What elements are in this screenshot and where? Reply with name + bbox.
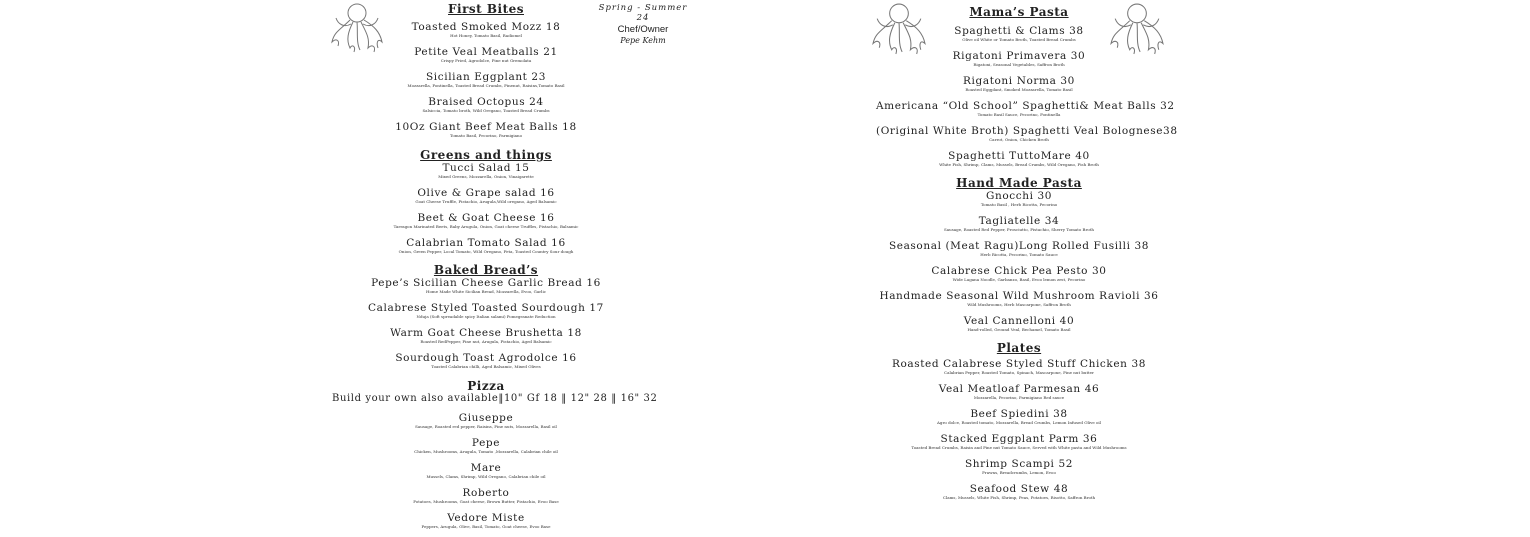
menu-item-description: Home Made White Sicilian Bread, Mozzarella, Evoo, Garlic xyxy=(426,289,546,294)
section-title: Greens and things xyxy=(420,148,552,162)
menu-item-name: Spaghetti TuttoMare 40 xyxy=(948,150,1090,162)
menu-item xyxy=(876,315,1162,332)
menu-item-description: Roasted RedPepper, Pine nut, Arugula, Pistachio, Aged Balsamic xyxy=(420,339,552,344)
menu-item-description: Nduja (Soft spreadable spicy Italian salami) Pomegranate Reduction xyxy=(416,314,556,319)
menu-item xyxy=(876,383,1162,400)
menu-item-description: Roasted Eggplant, Smoked Mozzarella, Tomato Basil xyxy=(965,87,1073,92)
menu-item-description: Prawns, Breadcrumbs, Lemon, Evoo xyxy=(982,470,1056,475)
menu-item xyxy=(876,150,1162,167)
menu-item-description: Tomato Basil , Herb Ricotta, Pecorino xyxy=(980,202,1058,207)
menu-item-description: Toasted Calabrian chilli, Aged Balsamic, Mixed Olives xyxy=(431,364,541,369)
menu-item xyxy=(332,21,640,38)
menu-item-name: Petite Veal Meatballs 21 xyxy=(414,46,558,58)
menu-item-name: Spaghetti & Clams 38 xyxy=(954,25,1084,37)
section-title: Hand Made Pasta xyxy=(956,176,1082,190)
section-title: Pizza xyxy=(467,379,505,393)
section-greens xyxy=(332,148,640,254)
menu-item-description: Mozzarella, Fontinella, Toasted Bread Crumbs, Pinenut, Raisins,Tomato Basil xyxy=(407,83,565,88)
menu-item xyxy=(876,25,1162,42)
menu-item-description: Toasted Bread Crumbs, Raisin and Pine nut Tomato Sauce, Served with White pasta and Wild Mushrooms xyxy=(911,445,1127,450)
menu-item xyxy=(332,121,640,138)
menu-item-description: Wild Mushrooms, Herb Mascarpone, Saffron Broth xyxy=(967,302,1071,307)
pizza-build-note: Build your own also available‖10" Gf 18 ‖ 12" 28 ‖ 16" 32 xyxy=(332,393,658,404)
menu-item-name: Handmade Seasonal Wild Mushroom Ravioli 36 xyxy=(879,290,1159,302)
menu-item xyxy=(332,352,640,369)
menu-item xyxy=(332,327,640,344)
season-label: Spring - Summer 24 xyxy=(598,3,688,23)
menu-item-description: Hot Honey, Tomato Basil, Radiomel xyxy=(450,33,522,38)
menu-item-description: Crispy Fried, Agrodolce, Pine nut Gremolata xyxy=(440,58,532,63)
menu-item xyxy=(332,237,640,254)
menu-item-description: Sausage, Roasted Red Pepper, Prosciutto, Pistachio, Sherry Tomato Broth xyxy=(944,227,1094,232)
menu-item xyxy=(876,290,1162,307)
menu-item-name: Roasted Calabrese Styled Stuff Chicken 38 xyxy=(891,358,1147,370)
menu-item-name: Seasonal (Meat Ragu)Long Rolled Fusilli 38 xyxy=(888,240,1150,252)
menu-item xyxy=(332,462,640,479)
section-title: Plates xyxy=(996,341,1042,355)
menu-item-name: Calabrese Styled Toasted Sourdough 17 xyxy=(368,302,604,314)
menu-item-name: Gnocchi 30 xyxy=(985,190,1053,202)
menu-item xyxy=(332,71,640,88)
menu-item-name: Olive & Grape salad 16 xyxy=(417,187,555,199)
menu-item-description: Goat Cheese Truffle, Pistachio, Arugula,Wild oregano, Aged Balsamic xyxy=(415,199,557,204)
menu-item-name: Veal Meatloaf Parmesan 46 xyxy=(938,383,1100,395)
menu-item xyxy=(876,125,1178,142)
menu-item-description: Tomato Basil Sauce, Pecorino, Fontinella xyxy=(977,112,1061,117)
menu-item-name: Seafood Stew 48 xyxy=(969,483,1069,495)
menu-item xyxy=(876,75,1162,92)
menu-item-description: Agro dolce, Roasted tomato, Mozzarella, Bread Crumbs, Lemon Infused Olive oil xyxy=(937,420,1101,425)
menu-item-name: Sourdough Toast Agrodolce 16 xyxy=(395,352,577,364)
menu-item-name: Toasted Smoked Mozz 18 xyxy=(411,21,561,33)
menu-item-description: Mussels, Clams, Shrimp, Wild Oregano, Calabrian chile oil xyxy=(426,474,546,479)
section-hand-made-pasta xyxy=(876,176,1162,332)
menu-item-description: Rigatoni, Seasonal Vegetables, Saffron Broth xyxy=(973,62,1065,67)
menu-item xyxy=(332,212,640,229)
menu-item-description: Sausage, Roasted red pepper, Raisins, Pine nuts, Mozzarella, Basil oil xyxy=(415,424,557,429)
menu-item-description: White Fish, Shrimp, Clams, Mussels, Bread Crumbs, Wild Oregano, Fish Broth xyxy=(939,162,1099,167)
menu-item-name: Stacked Eggplant Parm 36 xyxy=(940,433,1098,445)
menu-item xyxy=(332,512,640,529)
section-plates xyxy=(876,341,1162,500)
menu-item xyxy=(876,215,1162,232)
section-baked-breads xyxy=(332,263,640,369)
menu-item-description: Clams, Mussels, White Fish, Shrimp, Peas, Potatoes, Risotto, Saffron Broth xyxy=(942,495,1096,500)
menu-item xyxy=(332,277,640,294)
chef-label: Chef/Owner xyxy=(617,24,669,35)
section-title: Mama’s Pasta xyxy=(969,5,1069,19)
menu-item-name: Americana “Old School” Spaghetti& Meat Balls 32 xyxy=(876,100,1175,112)
menu-item xyxy=(876,358,1162,375)
menu-item-name: Rigatoni Norma 30 xyxy=(963,75,1075,87)
menu-item xyxy=(876,265,1162,282)
menu-item-name: Pepe’s Sicilian Cheese Garlic Bread 16 xyxy=(371,277,601,289)
menu-item-name: Mare xyxy=(470,462,502,474)
menu-item-name: Pepe xyxy=(471,437,501,449)
menu-item-description: Mozzarella, Pecorino, Parmigiano Red sauce xyxy=(973,395,1065,400)
menu-item-name: Rigatoni Primavera 30 xyxy=(952,50,1086,62)
menu-item-name: Braised Octopus 24 xyxy=(428,96,544,108)
menu-item-description: Calabrian Pepper, Roasted Tomato, Spinach, Mascarpone, Pine nut butter xyxy=(944,370,1094,375)
menu-item-description: Peppers, Arugula, Olive, Basil, Tomato, Goat cheese, Evoo Base xyxy=(421,524,551,529)
menu-item-name: Veal Cannelloni 40 xyxy=(963,315,1075,327)
menu-item-description: Carrot, Onion, Chicken Broth xyxy=(989,137,1049,142)
section-title: First Bites xyxy=(447,2,524,16)
menu-item xyxy=(876,240,1162,257)
menu-item-description: Potatoes, Mushrooms, Goat cheese, Brown Butter, Pistachio, Evoo Base xyxy=(413,499,559,504)
chef-name: Pepe Kehm xyxy=(620,36,666,45)
menu-item xyxy=(876,483,1162,500)
menu-item-description: Chicken, Mushrooms, Arugula, Tomato ,Mozzarella, Calabrian chile oil xyxy=(414,449,558,454)
menu-item xyxy=(876,50,1162,67)
menu-item-description: Wide Lagana Noodle, Garbanzo, Basil, Evoo lemon zest, Pecorino xyxy=(952,277,1086,282)
menu-item-name: Shrimp Scampi 52 xyxy=(964,458,1074,470)
section-title: Baked Bread’s xyxy=(433,263,539,277)
menu-item-name: Calabrese Chick Pea Pesto 30 xyxy=(931,265,1107,277)
menu-item xyxy=(876,100,1175,117)
menu-item-description: Olive oil White or Tomato Broth, Toasted Bread Crumbs xyxy=(962,37,1076,42)
section-mamas-pasta xyxy=(876,5,1178,167)
menu-item xyxy=(332,96,640,113)
menu-item-name: Calabrian Tomato Salad 16 xyxy=(406,237,566,249)
menu-item xyxy=(332,412,640,429)
menu-item-description: Salsiccia, Tomato broth, Wild Oregano, Toasted Bread Crumbs xyxy=(422,108,550,113)
menu-item xyxy=(332,302,640,319)
menu-item-description: Mixed Greens, Mozzarella, Onion, Vinaigarette xyxy=(438,174,534,179)
menu-item-name: Beet & Goat Cheese 16 xyxy=(417,212,555,224)
menu-item-name: Tagliatelle 34 xyxy=(978,215,1060,227)
menu-item-description: Hand-rolled, Ground Veal, Bechamel, Tomato Basil xyxy=(967,327,1071,332)
menu-item xyxy=(876,190,1162,207)
section-first-bites xyxy=(332,2,640,138)
menu-item xyxy=(332,46,640,63)
menu-item xyxy=(876,408,1162,425)
menu-item-name: Vedore Miste xyxy=(447,512,525,524)
menu-item-name: Roberto xyxy=(462,487,510,499)
section-pizza xyxy=(332,379,658,529)
menu-item-name: Tucci Salad 15 xyxy=(442,162,530,174)
menu-item xyxy=(332,187,640,204)
menu-item-name: (Original White Broth) Spaghetti Veal Bolognese38 xyxy=(876,125,1178,137)
menu-item xyxy=(876,433,1162,450)
menu-item xyxy=(332,487,640,504)
menu-item-name: Warm Goat Cheese Brushetta 18 xyxy=(390,327,582,339)
menu-item xyxy=(332,162,640,179)
menu-item xyxy=(876,458,1162,475)
menu-item-description: Tarragon Marinated Beets, Baby Arugula, Onion, Goat cheese Truffles, Pistachio, Balsamic xyxy=(393,224,579,229)
menu-item-description: Onion, Green Pepper, Local Tomato, Wild Oregano, Feta, Toasted Country Sour dough xyxy=(398,249,574,254)
menu-item-name: Giuseppe xyxy=(458,412,514,424)
menu-item-name: 10Oz Giant Beef Meat Balls 18 xyxy=(395,121,577,133)
menu-item-name: Beef Spiedini 38 xyxy=(970,408,1068,420)
right-menu-page xyxy=(876,5,1178,508)
menu-item-name: Sicilian Eggplant 23 xyxy=(426,71,546,83)
menu-item-description: Herb Ricotta, Pecorino, Tomato Sauce xyxy=(980,252,1058,257)
menu-item xyxy=(332,437,640,454)
menu-item-description: Tomato Basil, Pecorino, Parmigiano xyxy=(449,133,523,138)
